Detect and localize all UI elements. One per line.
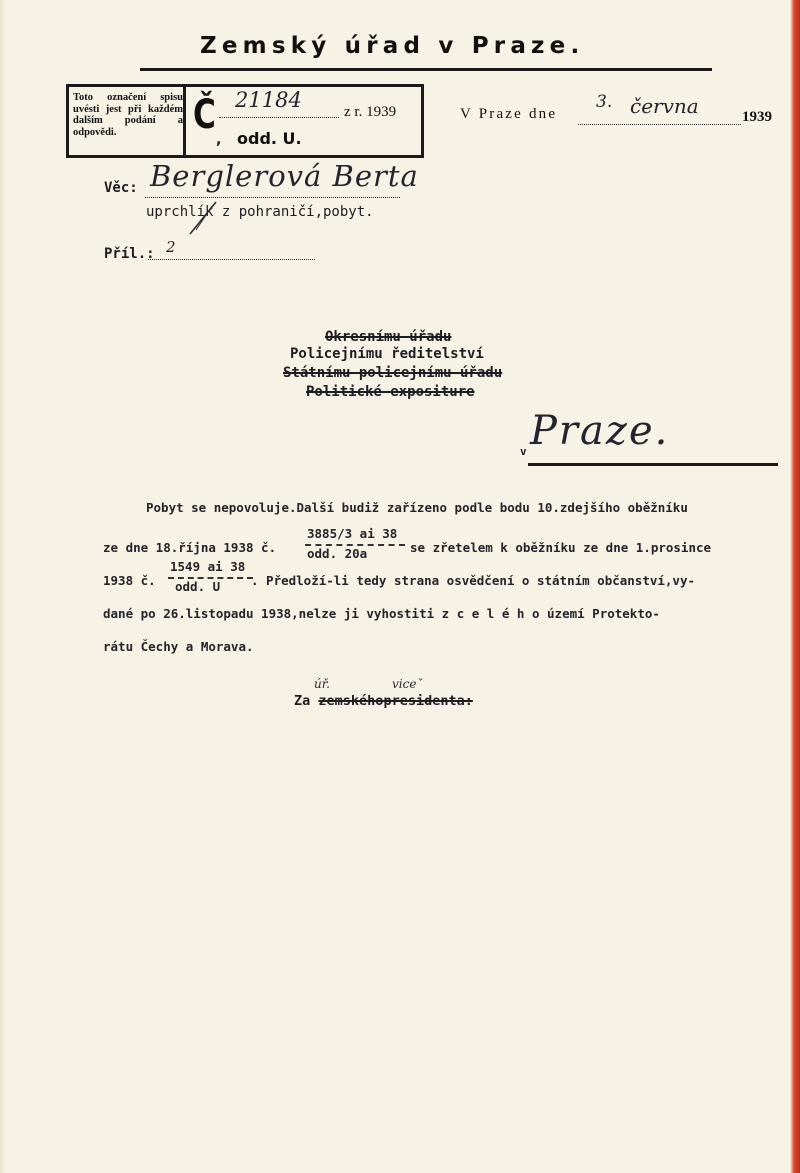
- signature-word-zemskeho: zemského: [318, 693, 384, 709]
- reference-2-bottom: odd. U: [175, 579, 221, 594]
- reference-note: Toto označení spisu uvésti jest při každém dalším podání a odpovědi.: [73, 92, 183, 138]
- subject-dotted-line: [145, 197, 400, 198]
- body-line-3b: . Předloží-li tedy strana osvědčení o státním občanství,vy-: [251, 573, 696, 588]
- case-letter: Č: [193, 92, 216, 138]
- handwritten-city: Praze.: [530, 408, 670, 454]
- reference-2-top: 1549 ai 38: [170, 559, 246, 574]
- city-prefix: v: [520, 445, 527, 458]
- office-header: Zemský úřad v Praze.: [200, 33, 585, 59]
- addressee-line-police-directorate: Policejnímu ředitelství: [290, 346, 484, 362]
- handwritten-day: 3.: [596, 92, 613, 112]
- date-dotted-line: [578, 124, 741, 125]
- signature-line: [294, 693, 473, 709]
- department-label: odd. U.: [237, 129, 302, 148]
- subject-description: uprchlík z pohraničí,pobyt.: [146, 204, 374, 220]
- handwritten-file-number: 21184: [235, 88, 302, 112]
- signature-prefix: Za: [294, 693, 311, 709]
- body-line-5: rátu Čechy a Morava.: [103, 639, 254, 654]
- handwritten-month: června: [630, 94, 699, 118]
- handwritten-stroke: [186, 200, 220, 236]
- dateline: [460, 106, 557, 123]
- attachments-label: Příl.:: [104, 246, 155, 262]
- body-line-4: dané po 26.listopadu 1938,nelze ji vyhostiti z c e l é h o území Protekto-: [103, 606, 660, 621]
- city-rule: [528, 463, 778, 466]
- handwritten-insert-1: úř.: [314, 677, 330, 691]
- handwritten-insert-2: viceˇ: [392, 677, 423, 691]
- body-line-2b: se zřetelem k oběžníku ze dne 1.prosince: [410, 540, 712, 555]
- addressee-line-district-office: Okresnímu úřadu: [325, 329, 452, 345]
- number-dotted-line: [219, 117, 339, 118]
- reference-box: [66, 84, 424, 158]
- date-year: 1939: [742, 109, 772, 125]
- paper-left-edge: [0, 0, 5, 1173]
- reference-1-bottom: odd. 20a: [307, 546, 368, 561]
- attachments-dotted-line: [148, 259, 315, 260]
- case-letter-comma: ,: [216, 132, 222, 148]
- body-line-1: Pobyt se nepovoluje.Další budiž zařízeno podle bodu 10.zdejšího oběžníku: [146, 500, 688, 515]
- header-rule: [140, 68, 712, 71]
- dateline-prefix: V Praze dne: [460, 106, 558, 122]
- subject-label: Věc:: [104, 180, 138, 196]
- body-line-3a: 1938 č.: [103, 573, 156, 588]
- handwritten-attachment-count: 2: [166, 238, 176, 256]
- reference-1-top: 3885/3 ai 38: [307, 526, 398, 541]
- signature-word-presidenta: presidenta:: [383, 693, 473, 709]
- addressee-line-political-exposition: Politické expositure: [306, 384, 475, 400]
- body-line-2a: ze dne 18.října 1938 č.: [103, 540, 277, 555]
- paper-right-edge: [790, 0, 800, 1173]
- handwritten-subject-name: Berglerová Berta: [150, 159, 419, 193]
- reference-divider: [183, 87, 186, 155]
- year-label: z r. 1939: [344, 104, 397, 120]
- addressee-line-state-police: Státnímu policejnímu úřadu: [283, 365, 503, 381]
